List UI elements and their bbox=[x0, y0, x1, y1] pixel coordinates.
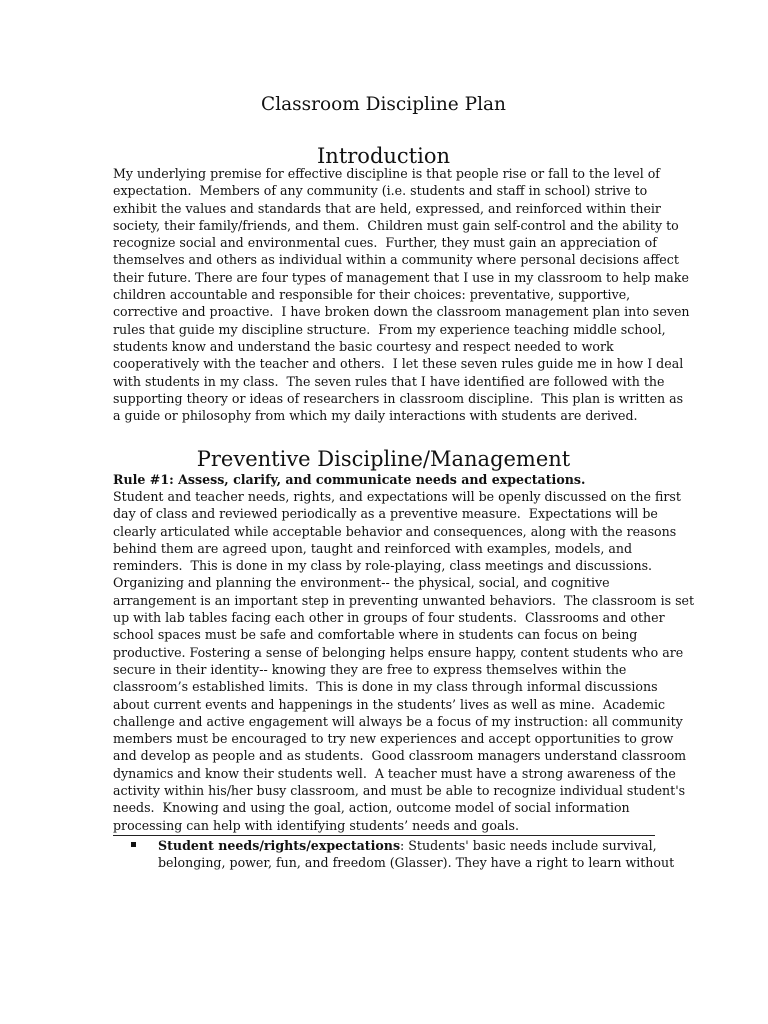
text-line: clearly articulated while acceptable behavior and consequences, along with the reasons bbox=[113, 523, 677, 539]
text-line: needs. Knowing and using the goal, action, outcome model of social information bbox=[113, 800, 630, 816]
text-line: children accountable and responsible for their choices: preventative, supportive, bbox=[113, 287, 631, 303]
text-line: corrective and proactive. I have broken down the classroom management plan into seven bbox=[113, 304, 690, 320]
text-line: reminders. This is done in my class by role-playing, class meetings and discussions. bbox=[113, 558, 653, 574]
text-line: with students in my class. The seven rules that I have identified are followed with the bbox=[113, 373, 665, 389]
text-line: productive. Fostering a sense of belonging helps ensure happy, content students who are bbox=[113, 644, 684, 660]
bullet-list bbox=[113, 837, 674, 872]
text-line: cooperatively with the teacher and others. I let these seven rules guide me in how I deal bbox=[113, 356, 684, 372]
bullet-continuation-line: belonging, power, fun, and freedom (Glasser). They have a right to learn without bbox=[158, 855, 675, 871]
text-line: challenge and active engagement will always be a focus of my instruction: all community bbox=[113, 713, 683, 729]
text-line: Student and teacher needs, rights, and expectations will be openly discussed on the first bbox=[113, 489, 681, 504]
preventive-discipline-heading: Preventive Discipline/Management bbox=[196, 447, 571, 471]
text-line: and develop as people and as students. Good classroom managers understand classroom bbox=[113, 748, 687, 764]
bullet-text: : Students' basic needs include survival, bbox=[400, 838, 657, 853]
text-line: rules that guide my discipline structure. From my experience teaching middle school, bbox=[113, 321, 666, 337]
text-line: society, their family/friends, and them. Children must gain self-control and the ability to bbox=[113, 217, 679, 233]
text-line: My underlying premise for effective discipline is that people rise or fall to the level of bbox=[113, 166, 660, 181]
text-line: about current events and happenings in the students’ lives as well as mine. Academic bbox=[113, 696, 666, 712]
text-line: supporting theory or ideas of researchers in classroom discipline. This plan is written as bbox=[113, 390, 684, 406]
text-line: school spaces must be safe and comfortable where in students can focus on being bbox=[113, 627, 638, 643]
text-line: secure in their identity-- knowing they are free to express themselves within the bbox=[113, 661, 627, 677]
text-line: a guide or philosophy from which my daily interactions with students are derived. bbox=[113, 408, 638, 424]
bullet-first-line bbox=[158, 837, 674, 854]
text-line: recognize social and environmental cues. Further, they must gain an appreciation of bbox=[113, 235, 657, 251]
bullet-item bbox=[113, 837, 674, 872]
text-line: arrangement is an important step in preventing unwanted behaviors. The classroom is set bbox=[113, 592, 695, 608]
text-line: processing can help with identifying students’ needs and goals. bbox=[113, 817, 520, 833]
introduction-heading: Introduction bbox=[317, 144, 450, 168]
document-title: Classroom Discipline Plan bbox=[261, 94, 506, 115]
text-line: expectation. Members of any community (i.e. students and staff in school) strive to bbox=[113, 183, 648, 199]
text-line: exhibit the values and standards that are held, expressed, and reinforced within their bbox=[113, 200, 661, 216]
text-line: classroom’s established limits. This is done in my class through informal discussions bbox=[113, 679, 658, 695]
text-line: Organizing and planning the environment-- the physical, social, and cognitive bbox=[113, 575, 610, 591]
text-line: up with lab tables facing each other in groups of four students. Classrooms and other bbox=[113, 610, 665, 626]
text-line: dynamics and know their students well. A teacher must have a strong awareness of the bbox=[113, 765, 676, 781]
bullet-term: Student needs/rights/expectations bbox=[158, 838, 401, 853]
section-divider bbox=[113, 835, 655, 836]
text-line: activity within his/her busy classroom, and must be able to recognize individual student's bbox=[113, 783, 686, 799]
text-line: themselves and others as individual within a community where personal decisions affect bbox=[113, 252, 679, 268]
introduction-paragraph bbox=[113, 165, 690, 424]
rule-1-paragraph bbox=[113, 488, 694, 834]
text-line: day of class and reviewed periodically as a preventive measure. Expectations will be bbox=[113, 506, 658, 522]
text-line: students know and understand the basic courtesy and respect needed to work bbox=[113, 338, 614, 354]
text-line: behind them are agreed upon, taught and reinforced with examples, models, and bbox=[113, 540, 633, 556]
rule-1-heading: Rule #1: Assess, clarify, and communicate needs and expectations. bbox=[113, 472, 586, 487]
square-bullet-icon bbox=[131, 842, 136, 847]
text-line: their future. There are four types of management that I use in my classroom to help make bbox=[113, 269, 689, 285]
text-line: members must be encouraged to try new experiences and accept opportunities to grow bbox=[113, 731, 674, 747]
